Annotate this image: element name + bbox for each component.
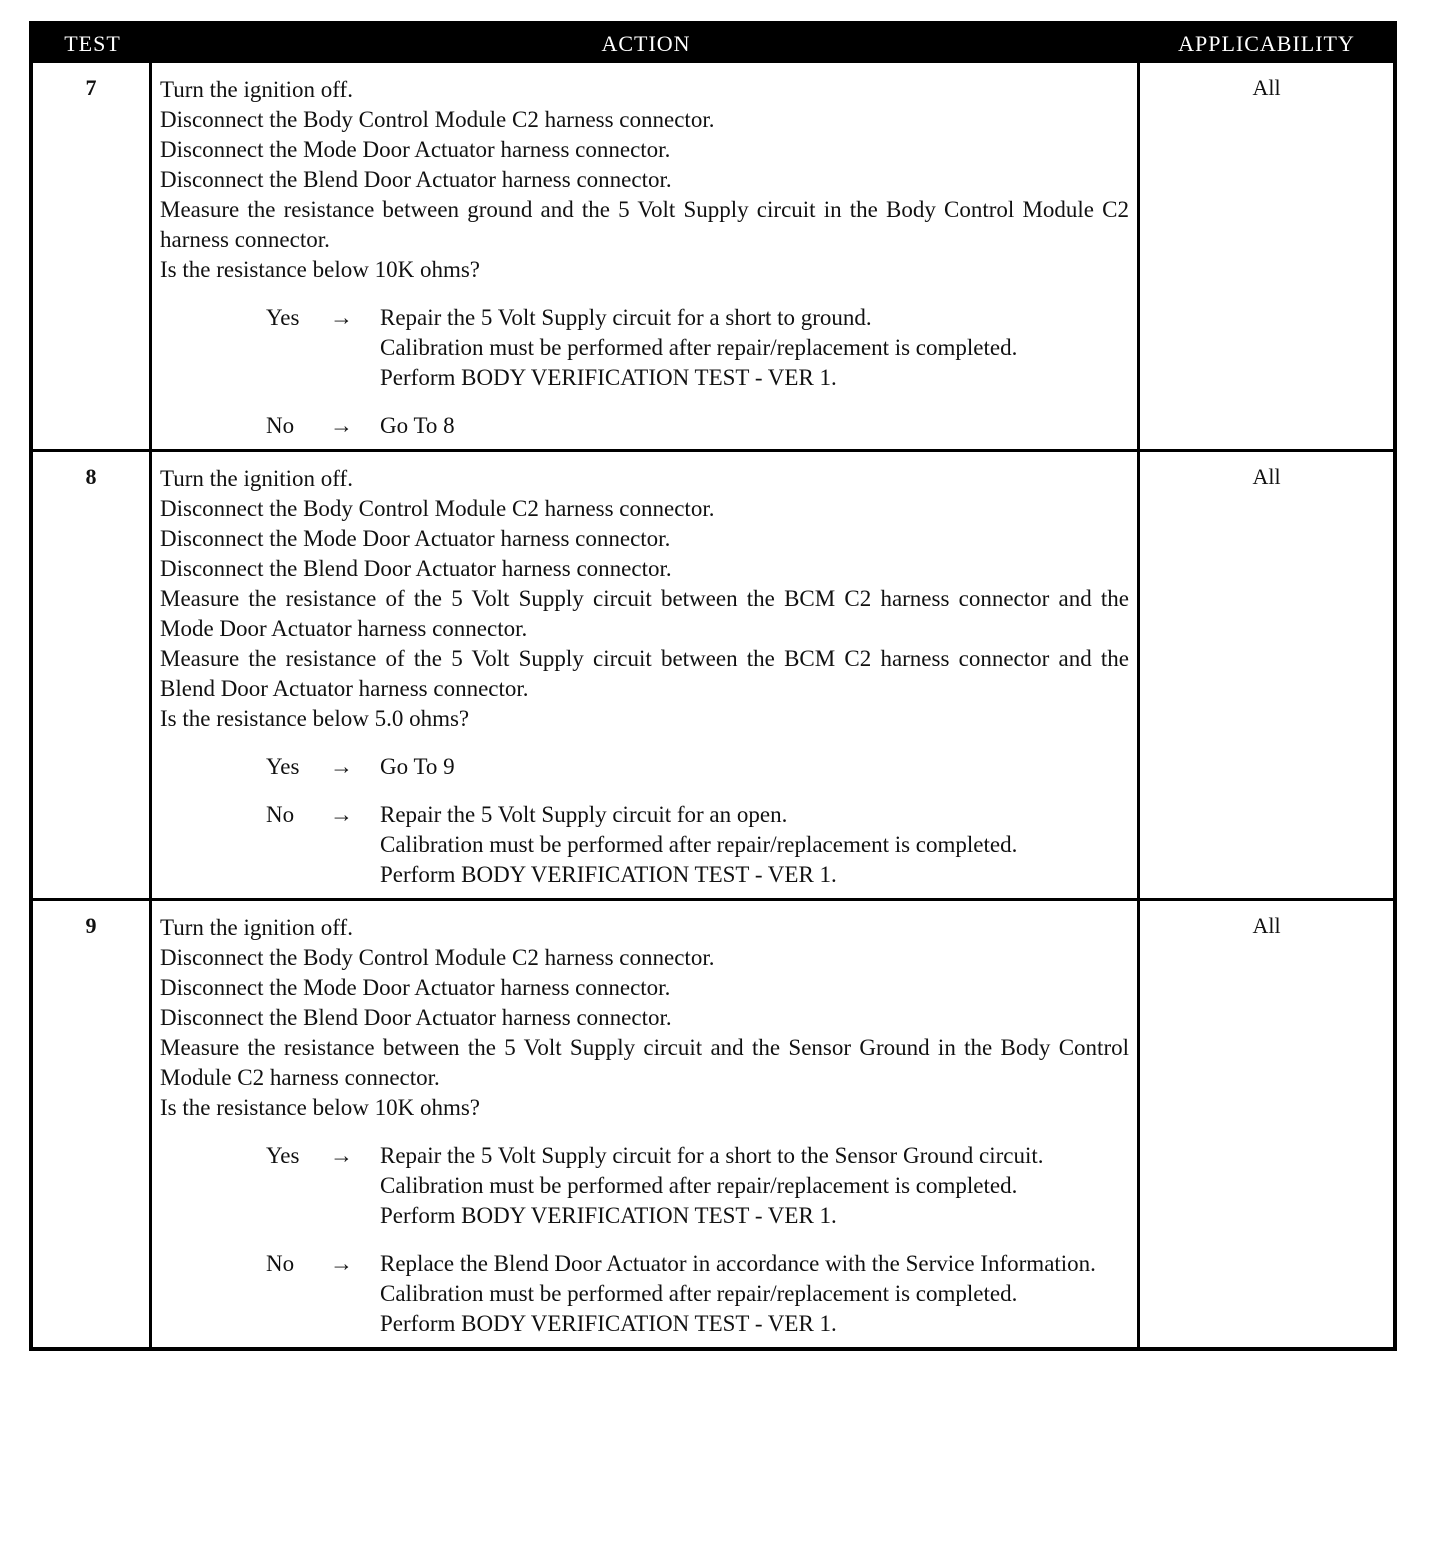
answer-label: Yes: [266, 1143, 300, 1168]
answer-line: Repair the 5 Volt Supply circuit for a short to the Sensor Ground circuit.: [380, 1143, 1044, 1168]
table-body: [33, 63, 1393, 1347]
diagnostic-test-table: [29, 21, 1397, 1351]
action-step: Disconnect the Blend Door Actuator harness connector.: [160, 1005, 672, 1030]
answer-no: [160, 1249, 1129, 1339]
right-arrow-icon: →: [330, 305, 353, 330]
action-step: Disconnect the Body Control Module C2 harness connector.: [160, 107, 715, 132]
answer-no: [160, 411, 1129, 441]
right-arrow-icon: →: [330, 413, 353, 438]
action-step: Measure the resistance between ground and the 5 Volt Supply circuit in the Body Control Module C2 harness connector.: [160, 197, 1129, 252]
action-step: Disconnect the Mode Door Actuator harness connector.: [160, 137, 671, 162]
answer-line: Calibration must be performed after repair/replacement is completed.: [380, 1173, 1018, 1198]
answer-line: Calibration must be performed after repair/replacement is completed.: [380, 335, 1018, 360]
action-cell: [152, 452, 1140, 898]
answer-no: [160, 800, 1129, 890]
action-step: Turn the ignition off.: [160, 466, 353, 491]
header-test: TEST: [64, 31, 121, 56]
answer-label: No: [266, 1251, 295, 1276]
answer-line: Calibration must be performed after repair/replacement is completed.: [380, 1281, 1018, 1306]
table-row: [33, 898, 1393, 1347]
applicability-value: All: [1252, 913, 1281, 938]
action-step: Turn the ignition off.: [160, 77, 353, 102]
header-action: ACTION: [601, 31, 691, 56]
answer-label: No: [266, 802, 295, 827]
answer-line: Perform BODY VERIFICATION TEST - VER 1.: [380, 1203, 837, 1228]
answer-line: Perform BODY VERIFICATION TEST - VER 1.: [380, 1311, 837, 1336]
right-arrow-icon: →: [330, 754, 353, 779]
applicability-value: All: [1252, 75, 1281, 100]
applicability-value: All: [1252, 464, 1281, 489]
answer-instructions: [380, 411, 1129, 441]
answer-line: Repair the 5 Volt Supply circuit for an open.: [380, 802, 788, 827]
answer-label: Yes: [266, 305, 300, 330]
answer-label: Yes: [266, 754, 300, 779]
table-header: [33, 25, 1393, 63]
answer-line: Calibration must be performed after repair/replacement is completed.: [380, 832, 1018, 857]
answer-instructions: [380, 1141, 1129, 1231]
right-arrow-icon: →: [330, 802, 353, 827]
answer-instructions: [380, 752, 1129, 782]
answer-instructions: [380, 303, 1129, 393]
answer-instructions: [380, 1249, 1129, 1339]
test-question: Is the resistance below 10K ohms?: [160, 257, 481, 282]
action-step: Measure the resistance of the 5 Volt Supply circuit between the BCM C2 harness connector and the Mode Door Actuator harness connector.: [160, 586, 1129, 641]
answer-line: Replace the Blend Door Actuator in accordance with the Service Information.: [380, 1251, 1096, 1276]
action-step: Disconnect the Body Control Module C2 harness connector.: [160, 945, 715, 970]
test-number: 7: [33, 63, 152, 449]
action-cell: [152, 901, 1140, 1347]
answer-line: Repair the 5 Volt Supply circuit for a short to ground.: [380, 305, 872, 330]
answer-line: Go To 9: [380, 754, 455, 779]
test-question: Is the resistance below 5.0 ohms?: [160, 706, 470, 731]
action-step: Measure the resistance between the 5 Volt Supply circuit and the Sensor Ground in the Body Control Module C2 harness connector.: [160, 1035, 1129, 1090]
test-number: 8: [33, 452, 152, 898]
answer-instructions: [380, 800, 1129, 890]
answer-yes: [160, 303, 1129, 393]
answer-line: Perform BODY VERIFICATION TEST - VER 1.: [380, 365, 837, 390]
answer-line: Perform BODY VERIFICATION TEST - VER 1.: [380, 862, 837, 887]
action-step: Turn the ignition off.: [160, 915, 353, 940]
action-step: Disconnect the Mode Door Actuator harness connector.: [160, 975, 671, 1000]
answer-yes: [160, 752, 1129, 782]
answer-line: Go To 8: [380, 413, 455, 438]
test-number: 9: [33, 901, 152, 1347]
answer-yes: [160, 1141, 1129, 1231]
action-step: Disconnect the Body Control Module C2 harness connector.: [160, 496, 715, 521]
action-cell: [152, 63, 1140, 449]
action-step: Disconnect the Blend Door Actuator harness connector.: [160, 556, 672, 581]
action-step: Disconnect the Mode Door Actuator harness connector.: [160, 526, 671, 551]
right-arrow-icon: →: [330, 1143, 353, 1168]
answer-label: No: [266, 413, 295, 438]
table-row: [33, 449, 1393, 898]
table-row: [33, 63, 1393, 449]
right-arrow-icon: →: [330, 1251, 353, 1276]
test-question: Is the resistance below 10K ohms?: [160, 1095, 481, 1120]
action-step: Disconnect the Blend Door Actuator harness connector.: [160, 167, 672, 192]
header-applicability: APPLICABILITY: [1178, 31, 1355, 56]
action-step: Measure the resistance of the 5 Volt Supply circuit between the BCM C2 harness connector and the Blend Door Actuator harness connector.: [160, 646, 1129, 701]
